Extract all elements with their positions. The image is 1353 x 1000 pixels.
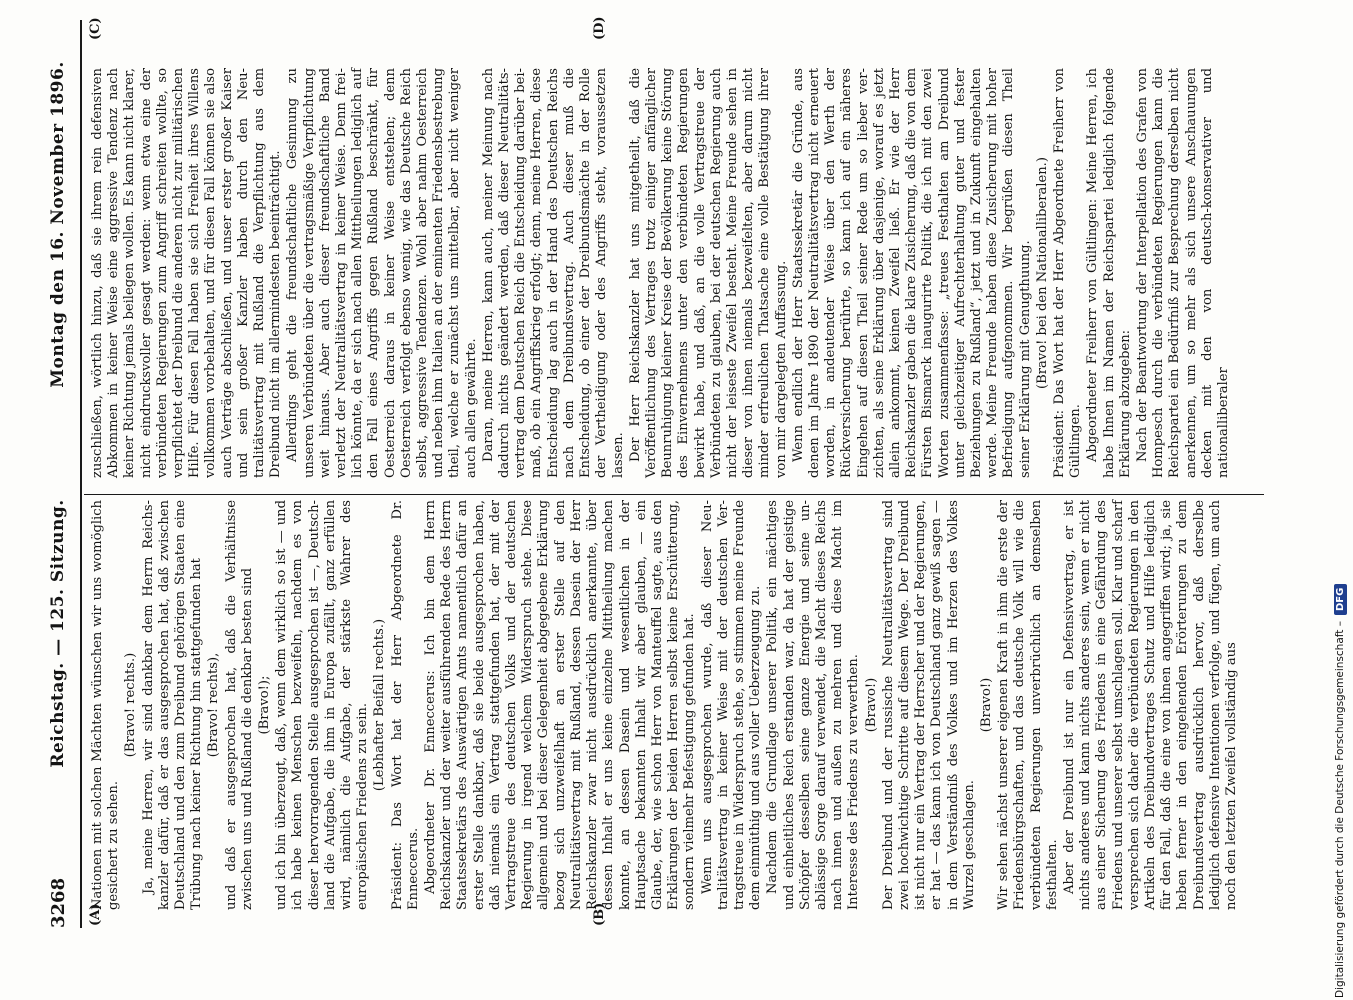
paragraph: Wenn uns ausgesprochen wurde, daß dieser Neutralitätsvertrag in keiner Weise mit der deutschen Vertragstreue in Widerspruch stehe, so stimmen meine Freunde dem einmüthig und aus voller Ueberzeugung zu. <box>699 500 764 910</box>
right-text-column <box>90 68 1233 478</box>
paragraph: Präsident: Das Wort hat der Herr Abgeordnete Freiherr von Gültlingen. <box>1051 68 1084 478</box>
paragraph: Abgeordneter Freiherr von Gültlingen: Meine Herren, ich habe Ihnen im Namen der Reichspartei lediglich folgende Erklärung abzugeben: <box>1085 68 1133 478</box>
paragraph: Nationen mit solchen Mächten wünschen wir uns womöglich gesichert zu sehen. <box>90 500 122 910</box>
paragraph: Wenn endlich der Herr Staatssekretär die Gründe, aus denen im Jahre 1890 der Neutralitätsvertrag nicht erneuert worden, in andeutender Weise über den Werth der Rückversicherung berührte, so kann ich auf ein näheres Eingehen auf diesen Theil seiner Rede um so lieber verzichten, als seine Erklärung über dasjenige, worauf es jetzt allein ankommt, keinen Zweifel ließ. Er wie der Herr Reichskanzler gaben die klare Zusicherung, daß die von dem Fürsten Bismarck inaugurirte Politik, die ich mit den zwei Worten zusammenfasse: „treues Festhalten am Dreibund unter gleichzeitiger Aufrechterhaltung guter und fester Beziehungen zu Rußland“, jetzt und in Zukunft eingehalten werde. Meine Freunde haben diese Zusicherung mit hoher Befriedigung aufgenommen. Wir begrüßen diesen Theil seiner Erklärung mit Genugthuung. <box>790 68 1033 478</box>
paragraph: Nach der Beantwortung der Interpellation des Grafen von Hompesch durch die verbündeten Regierungen kann die Reichspartei ein Bedürfniß zur Besprechung derselben nicht anerkennen, um so mehr als sich unsere Anschauungen decken mit den von deutsch-konservativer und nationalliberaler <box>1135 68 1232 478</box>
paragraph: zuschließen, wörtlich hinzu, daß sie ihrem rein defensiven Abkommen in keiner Weise eine aggressive Tendenz nach keiner Richtung jemals beilegen wollen. Es kann nicht klarer, nicht eindrucksvoller gesagt werden: wenn etwa eine der verbündeten Regierungen zum Angriff schreiten wollte, so verpflichtet der Dreibund die anderen nicht zur militärischen Hilfe. Für diesen Fall haben sie sich Freiheit ihres Willens vollkommen vorbehalten, und für diesen Fall können sie also auch Verträge abschließen, und unser erster großer Kaiser und sein großer Kanzler haben durch den Neutralitätsvertrag mit Rußland die Verpflichtung aus dem Dreibund nicht im allermindesten beeinträchtigt. <box>90 68 284 478</box>
paragraph: Ja, meine Herren, wir sind dankbar dem Herrn Reichskanzler dafür, daß er das ausgesprochen hat, daß zwischen Deutschland und den zum Dreibund gehörigen Staaten eine Trübung nach keiner Richtung hin stattgefunden hat <box>140 500 205 910</box>
paragraph: Der Dreibund und der russische Neutralitätsvertrag sind zwei hochwichtige Schritte auf diesem Wege. Der Dreibund ist nicht nur ein Vertrag der Herrscher und der Regierungen, er hat — das kann ich von Deutschland ganz gewiß sagen — in dem Verständniß des Volkes und im Herzen des Volkes Wurzel geschlagen. <box>880 500 977 910</box>
header-left-title: Reichstag. — 125. Sitzung. <box>48 499 68 768</box>
left-text-column <box>90 500 1241 910</box>
footer-text: Digitalisierung gefördert durch die Deutsche Forschungsgemeinschaft – <box>1334 621 1346 998</box>
paragraph: Allerdings geht die freundschaftliche Gesinnung zu unseren Verbündeten über die vertragsmäßige Verpflichtung weit hinaus. Aber auch dieser freundschaftliche Band verletzt der Neutralitätsvertrag in keiner Weise. Denn freilich könnte, da er sich nach allen Mittheilungen lediglich auf den Fall eines Angriffs gegen Rußland beschränkt, für Oesterreich daraus in keiner Weise entstehen; denn Oesterreich verfolgt ebenso wenig, wie das Deutsche Reich selbst, aggressive Tendenzen. Wohl aber nahm Oesterreich und neben ihm Italien an der eminenten Friedensbestrebung theil, welche er zunächst uns mittelbar, aber nicht weniger auch allen gewährte. <box>285 68 479 478</box>
paragraph: (Lebhafter Beifall rechts.) <box>372 618 388 792</box>
column-divider <box>84 494 1264 495</box>
paragraph: (Bravo! rechts), <box>206 652 222 758</box>
header-rule <box>80 20 82 928</box>
paragraph: (Bravo!) <box>978 677 994 733</box>
paragraph: Wir sehen nächst unserer eigenen Kraft in ihm die erste der Friedensbürgschaften, und das deutsche Volk will wie die verbündeten Regierungen unverbrüchlich an demselben festhalten. <box>996 500 1060 910</box>
page-number: 3268 <box>47 877 69 928</box>
paragraph: und ich bin überzeugt, daß, wenn dem wirklich so ist — und ich habe keinen Menschen bezweifeln, nachdem es von dieser hervorragenden Stelle ausgesprochen ist —, Deutschland die Aufgabe, die ihm in Europa zufällt, ganz erfüllen wird, nämlich die Aufgabe, der stärkste Wahrer des europäischen Friedens zu sein. <box>274 500 371 910</box>
margin-mark-a: (A) <box>88 903 103 926</box>
paragraph: Präsident: Das Wort hat der Herr Abgeordnete Dr. Enneccerus. <box>389 500 421 910</box>
margin-mark-c: (C) <box>88 17 103 40</box>
paragraph: (Bravo!) <box>863 677 879 733</box>
paragraph: Daran, meine Herren, kann auch, meiner Meinung nach dadurch nichts geändert werden, daß dieser Neutralitätsvertrag dem Deutschen Reich die Entscheidung darüber beimaß, ob ein Angriffskrieg erfolgt; denn, meine Herren, diese Entscheidung lag auch in der Hand des Deutschen Reichs nach dem Dreibundsvertrag. Auch dieser muß die Entscheidung, ob einer der Dreibundsmächte in der Rolle der Vertheidigung oder des Angriffs steht, voraussetzen lassen. <box>480 68 626 478</box>
header-right-date: Montag den 16. November 1896. <box>48 61 68 388</box>
paragraph: (Bravo! bei den Nationalliberalen.) <box>1034 157 1050 389</box>
paragraph: (Bravo!); <box>257 675 273 735</box>
margin-mark-b: (B) <box>592 902 607 926</box>
margin-mark-d: (D) <box>592 16 607 40</box>
digitization-footer <box>1327 8 1349 998</box>
paragraph: Abgeordneter Dr. Enneccerus: Ich bin dem Herrn Reichskanzler und der weiter ausführenden Rede des Herrn Staatssekretärs des Auswärtigen Amts namentlich dafür an erster Stelle dankbar, daß sie beide ausgesprochen haben, daß niemals ein Vertrag stattgefunden hat, der mit der Vertragstreue des deutschen Volks und der deutschen Regierung in irgend welchem Widerspruch stehe. Diese allgemein und bei dieser Gelegenheit abgegebene Erklärung bezog sich unzweifelhaft an erster Stelle auf den Neutralitätsvertrag mit Rußland, dessen Dasein der Herr Reichskanzler zwar nicht ausdrücklich anerkannte, über dessen Inhalt er uns keine einzelne Mittheilung machen konnte, an dessen Dasein und wesentlichen in der Hauptsache bekannten Inhalt wir aber glauben, — ein Glaube, der, wie schon Herr von Manteuffel sagte, aus den Erklärungen der beiden Herren selbst keine Erschütterung, sondern vielmehr Befestigung gefunden hat. <box>423 500 698 910</box>
paragraph: (Bravo! rechts.) <box>123 652 139 758</box>
paragraph: Nachdem die Grundlage unserer Politik, ein mächtiges und einheitliches Reich erstanden war, da hat der geistige Schöpfer desselben seine ganze Energie und seine unablässige Sorge darauf verwendet, die Macht dieses Reichs nach innen und außen zu mehren und diese Macht im Interesse des Friedens zu verwerthen. <box>765 500 862 910</box>
paragraph: Aber der Dreibund ist nur ein Defensivvertrag, er ist nichts anderes und kann nichts anderes sein, wenn er nicht aus einer Sicherung des Friedens in eine Gefährdung des Friedens und unserer selbst umschlagen soll. Klar und scharf versprechen sich daher die verbündeten Regierungen in den Artikeln des Dreibundvertrages Schutz und Hilfe lediglich für den Fall, daß die eine von ihnen angegriffen wird; ja, sie heben ferner in den eingehenden Erörterungen zu dem Dreibundsvertrag ausdrücklich hervor, daß derselbe lediglich defensive Intentionen verfolge, und fügen, um auch noch den letzten Zweifel vollständig aus <box>1061 500 1240 910</box>
paragraph: Der Herr Reichskanzler hat uns mitgetheilt, daß die Veröffentlichung des Vertrages trotz einiger anfänglicher Beunruhigung kleiner Kreise der Bevölkerung keine Störung des Einvernehmens unter den verbündeten Regierungen bewirkt habe, und daß, an die volle Vertragstreue der Verbündeten zu glauben, bei der deutschen Regierung auch nicht der leiseste Zweifel besteht. Meine Freunde sehen in dieser von ihnen niemals bezweifelten, aber darum nicht minder erfreulichen Thatsache eine volle Bestätigung ihrer von mir dargelegten Auffassung. <box>627 68 789 478</box>
page-header <box>44 20 72 928</box>
dfg-logo: DFG <box>1334 584 1347 615</box>
paragraph: und daß er ausgesprochen hat, daß die Verhältnisse zwischen uns und Rußland die denkbar besten sind <box>223 500 255 910</box>
